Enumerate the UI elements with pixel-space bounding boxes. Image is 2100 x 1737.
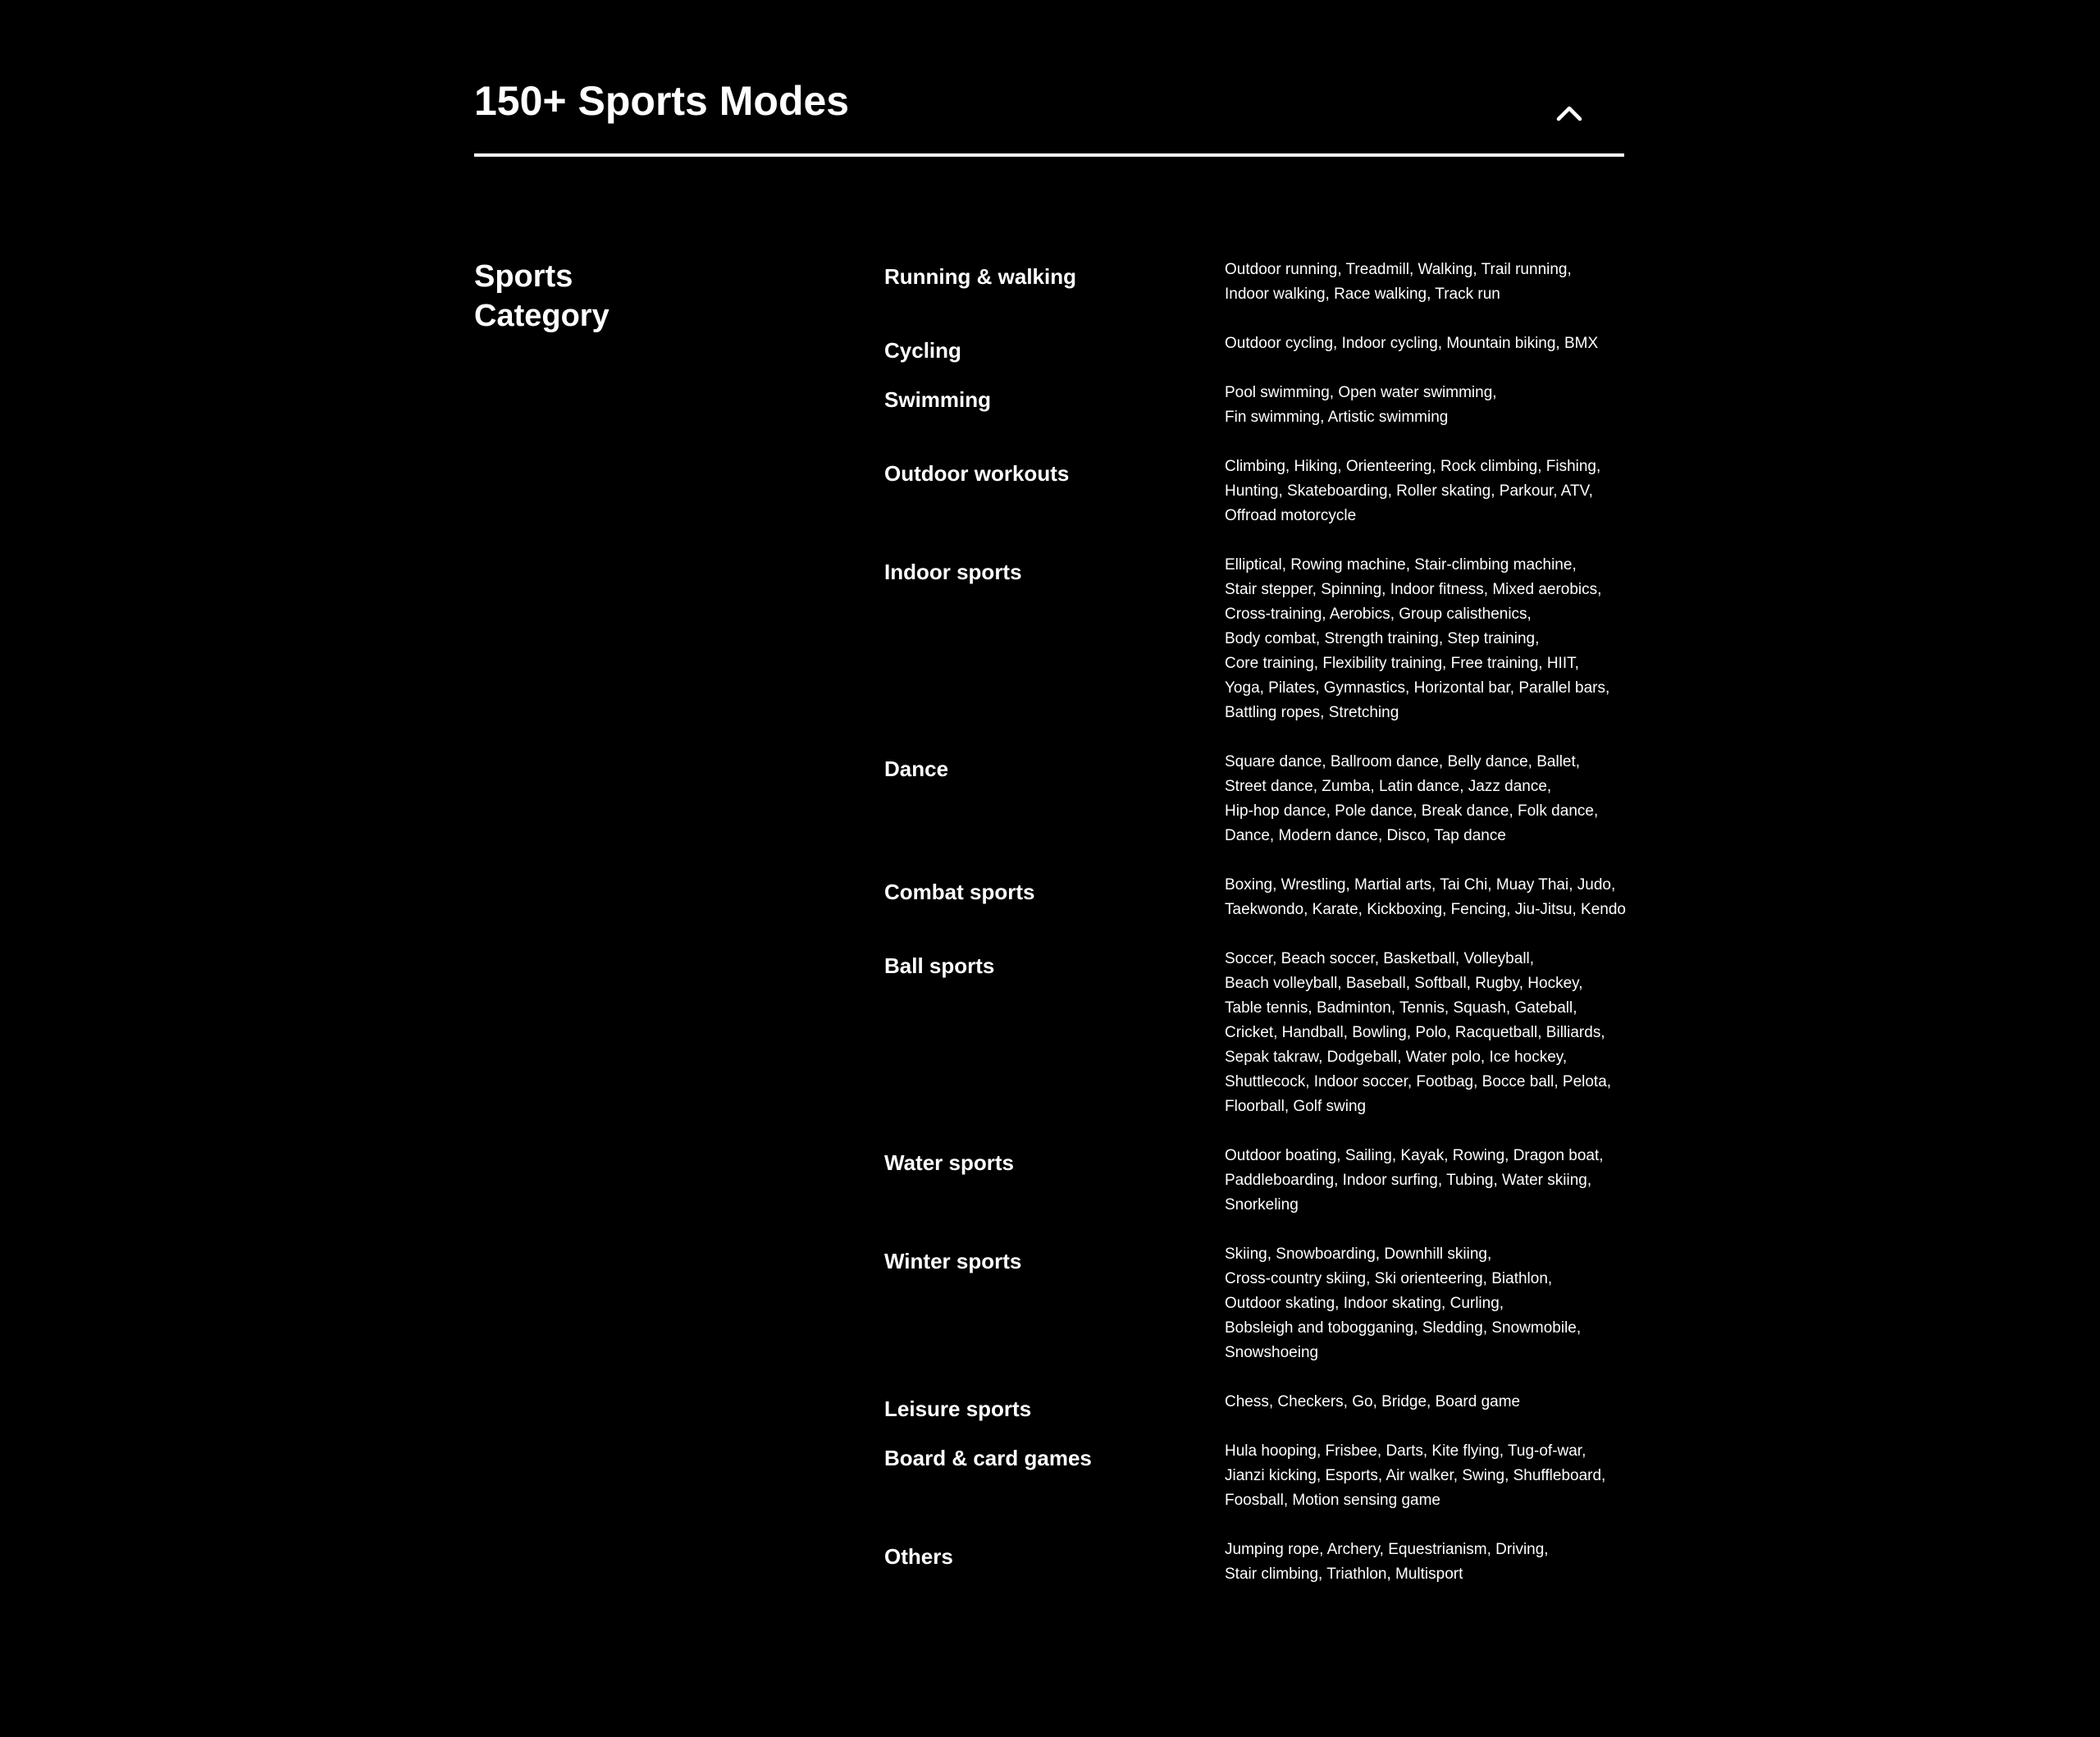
mode-line: Fin swimming, Artistic swimming [1225,409,1449,426]
mode-line: Indoor walking, Race walking, Track run [1225,286,1500,303]
section-header [474,0,1624,158]
category-row [884,455,1672,528]
mode-line: Pool swimming, Open water swimming, [1225,384,1497,401]
category-row [884,873,1672,922]
category-row [884,1390,1672,1421]
mode-line: Foosball, Motion sensing game [1225,1492,1440,1509]
mode-line: Floorball, Golf swing [1225,1098,1367,1115]
category-modes [1225,1144,1672,1218]
mode-line: Hunting, Skateboarding, Roller skating, Parkour, ATV, [1225,482,1593,500]
mode-line: Bobsleigh and tobogganing, Sledding, Snowmobile, [1225,1319,1582,1337]
category-name: Winter sports [884,1249,1022,1273]
category-name: Cycling [884,338,961,363]
category-modes [1225,1439,1672,1513]
chevron-up-icon [1550,94,1589,134]
mode-line: Square dance, Ballroom dance, Belly dance, Ballet, [1225,753,1581,770]
category-modes [1225,1242,1672,1365]
category-row [884,553,1672,725]
mode-line: Core training, Flexibility training, Free training, HIIT, [1225,655,1579,672]
mode-line: Elliptical, Rowing machine, Stair-climbing machine, [1225,556,1577,574]
section-label-line: Category [474,299,609,333]
category-row [884,1242,1672,1365]
mode-line: Hip-hop dance, Pole dance, Break dance, Folk dance, [1225,802,1599,820]
mode-line: Shuttlecock, Indoor soccer, Footbag, Bocce ball, Pelota, [1225,1073,1612,1090]
collapse-toggle-button[interactable] [1550,94,1589,134]
category-list [884,258,1672,1587]
mode-line: Offroad motorcycle [1225,507,1357,524]
mode-line: Jianzi kicking, Esports, Air walker, Swing, Shuffleboard, [1225,1467,1606,1484]
page-title: 150+ Sports Modes [474,78,850,124]
category-modes [1225,258,1672,307]
mode-line: Soccer, Beach soccer, Basketball, Volleyball, [1225,950,1535,967]
mode-line: Stair climbing, Triathlon, Multisport [1225,1566,1463,1583]
mode-line: Street dance, Zumba, Latin dance, Jazz dance, [1225,778,1552,795]
category-row [884,1439,1672,1513]
mode-line: Skiing, Snowboarding, Downhill skiing, [1225,1246,1492,1263]
header-divider [474,153,1624,157]
mode-line: Cricket, Handball, Bowling, Polo, Racquetball, Billiards, [1225,1024,1605,1041]
category-row [884,258,1672,307]
category-row [884,381,1672,430]
mode-line: Dance, Modern dance, Disco, Tap dance [1225,827,1506,844]
category-name: Indoor sports [884,560,1022,584]
category-modes [1225,553,1672,725]
mode-line: Sepak takraw, Dodgeball, Water polo, Ice hockey, [1225,1049,1568,1066]
mode-line: Body combat, Strength training, Step training, [1225,630,1540,647]
category-modes [1225,873,1672,922]
category-name: Leisure sports [884,1396,1032,1421]
category-name: Combat sports [884,880,1035,904]
mode-line: Cross-training, Aerobics, Group calisthenics, [1225,606,1532,623]
category-name: Running & walking [884,264,1076,289]
mode-line: Battling ropes, Stretching [1225,704,1399,721]
mode-line: Table tennis, Badminton, Tennis, Squash, Gateball, [1225,999,1577,1017]
category-modes [1225,947,1672,1119]
mode-line: Chess, Checkers, Go, Bridge, Board game [1225,1393,1521,1410]
category-row [884,947,1672,1119]
mode-line: Outdoor boating, Sailing, Kayak, Rowing, Dragon boat, [1225,1147,1604,1164]
mode-line: Outdoor cycling, Indoor cycling, Mountain biking, BMX [1225,335,1599,352]
mode-line: Boxing, Wrestling, Martial arts, Tai Chi, Muay Thai, Judo, [1225,876,1616,894]
mode-line: Stair stepper, Spinning, Indoor fitness, Mixed aerobics, [1225,581,1602,598]
mode-line: Snorkeling [1225,1196,1299,1214]
section-label [474,257,609,336]
mode-line: Taekwondo, Karate, Kickboxing, Fencing, Jiu-Jitsu, Kendo [1225,901,1626,918]
category-modes [1225,331,1672,356]
category-row [884,331,1672,363]
category-name: Others [884,1544,953,1569]
category-row [884,750,1672,848]
section-label-line: Sports [474,259,573,294]
category-modes [1225,1390,1672,1415]
category-name: Dance [884,757,949,781]
mode-line: Snowshoeing [1225,1344,1319,1361]
mode-line: Cross-country skiing, Ski orienteering, Biathlon, [1225,1270,1553,1287]
category-name: Board & card games [884,1446,1092,1470]
mode-line: Paddleboarding, Indoor surfing, Tubing, Water skiing, [1225,1172,1592,1189]
mode-line: Outdoor skating, Indoor skating, Curling, [1225,1295,1504,1312]
mode-line: Jumping rope, Archery, Equestrianism, Driving, [1225,1541,1549,1558]
mode-line: Outdoor running, Treadmill, Walking, Trail running, [1225,261,1572,278]
mode-line: Yoga, Pilates, Gymnastics, Horizontal bar, Parallel bars, [1225,679,1610,697]
mode-line: Beach volleyball, Baseball, Softball, Rugby, Hockey, [1225,975,1583,992]
category-name: Outdoor workouts [884,461,1070,486]
mode-line: Climbing, Hiking, Orienteering, Rock climbing, Fishing, [1225,458,1601,475]
category-name: Ball sports [884,953,995,978]
category-modes [1225,1538,1672,1587]
category-name: Swimming [884,387,992,412]
category-modes [1225,381,1672,430]
category-row [884,1538,1672,1587]
mode-line: Hula hooping, Frisbee, Darts, Kite flying, Tug-of-war, [1225,1442,1586,1460]
category-modes [1225,455,1672,528]
category-modes [1225,750,1672,848]
category-name: Water sports [884,1150,1014,1175]
category-row [884,1144,1672,1218]
